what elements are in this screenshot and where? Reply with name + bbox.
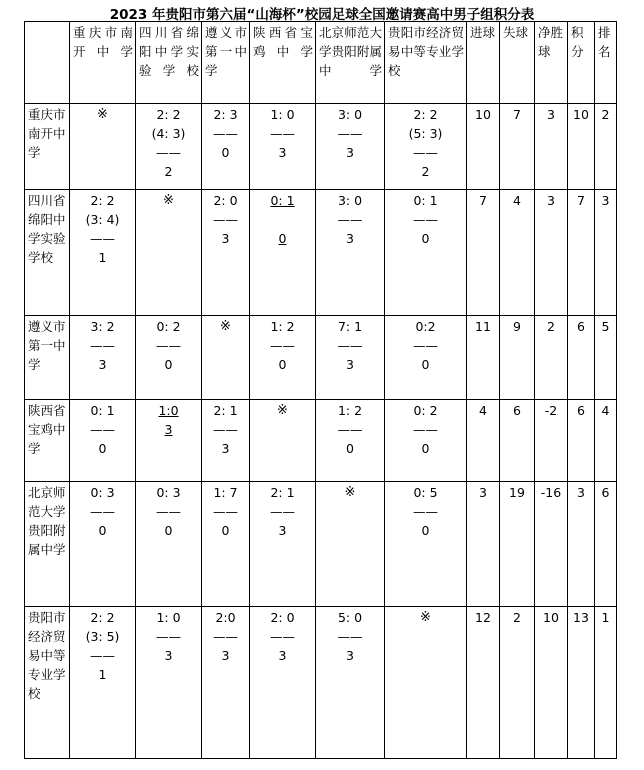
match-result-line: (4: 3) [151, 126, 186, 141]
table-row [25, 400, 617, 482]
match-result-line: 0:2 [415, 319, 436, 334]
match-result-cell [316, 482, 385, 607]
match-result-line: —— [413, 212, 438, 227]
match-result-cell [202, 316, 250, 400]
match-result-line: —— [213, 212, 238, 227]
match-result-line: 0 [164, 357, 173, 372]
match-result-line: —— [90, 648, 115, 663]
match-result-line: 0 [221, 145, 230, 160]
match-result-cell [250, 104, 316, 190]
match-result-cell [202, 607, 250, 759]
match-result-line: 3: 2 [90, 319, 115, 334]
match-result-line: —— [213, 422, 238, 437]
match-result-line: (3: 4) [85, 212, 120, 227]
match-result-line: 0 [98, 441, 107, 456]
match-result-cell [136, 316, 202, 400]
match-result-cell [316, 190, 385, 316]
match-result-cell [385, 316, 467, 400]
match-result-line: —— [270, 338, 295, 353]
row-team-name: 北京师范大学贵阳附属中学 [25, 482, 70, 607]
match-result-line: 3 [221, 231, 230, 246]
self-match-mark: ※ [220, 319, 231, 334]
goal-diff-cell: -16 [535, 482, 568, 607]
match-result-line: 3 [346, 357, 354, 372]
goal-diff-cell: -2 [535, 400, 568, 482]
match-result-line: 2 [164, 164, 173, 179]
match-result-line: 3 [278, 523, 287, 538]
table-row [25, 104, 617, 190]
match-result-line: 3 [346, 648, 354, 663]
goal-diff-cell: 3 [535, 104, 568, 190]
match-result-cell [385, 190, 467, 316]
match-result-line: 0: 2 [413, 403, 438, 418]
match-result-cell [136, 104, 202, 190]
match-result-line: 2: 0 [270, 610, 295, 625]
match-result-line: (5: 3) [408, 126, 443, 141]
match-result-line: 3 [278, 145, 287, 160]
table-row [25, 316, 617, 400]
match-result-line: —— [213, 504, 238, 519]
match-result-line: 2:0 [215, 610, 236, 625]
match-result-line: —— [337, 422, 363, 437]
match-result-line: 0: 1 [413, 193, 438, 208]
header-row [25, 22, 617, 104]
match-result-line: 3 [164, 648, 173, 663]
rank-cell: 4 [595, 400, 617, 482]
match-result-line: 3: 0 [337, 107, 363, 122]
match-result-line: 1: 2 [337, 403, 363, 418]
table-row [25, 482, 617, 607]
match-result-line: 2: 0 [213, 193, 238, 208]
match-result-line: 5: 0 [337, 610, 363, 625]
match-result-line: 0: 1 [90, 403, 115, 418]
standings-table [24, 21, 617, 759]
match-result-line: 2: 3 [213, 107, 238, 122]
match-result-line: —— [213, 126, 238, 141]
row-team-name: 陕西省宝鸡中学 [25, 400, 70, 482]
match-result-line [250, 210, 315, 229]
match-result-cell [316, 316, 385, 400]
match-result-line: 2 [421, 164, 430, 179]
self-match-mark: ※ [344, 485, 356, 500]
points-cell: 10 [568, 104, 595, 190]
match-result-cell [385, 607, 467, 759]
match-result-cell [136, 482, 202, 607]
page-title: 2023 年贵阳市第六届“山海杯”校园足球全国邀请赛高中男子组积分表 [109, 7, 535, 23]
match-result-line: 0: 2 [156, 319, 181, 334]
match-result-cell [202, 482, 250, 607]
self-match-mark: ※ [277, 403, 288, 418]
match-result-line: —— [413, 504, 438, 519]
match-result-line: —— [270, 629, 295, 644]
match-result-cell [385, 482, 467, 607]
self-match-mark: ※ [97, 107, 108, 122]
match-result-cell [70, 607, 136, 759]
match-result-line: 3 [221, 441, 230, 456]
match-result-line: 1 [98, 250, 107, 265]
match-result-line: 2: 2 [156, 107, 181, 122]
match-result-cell [316, 104, 385, 190]
match-result-line: 1: 0 [270, 107, 295, 122]
match-result-line: —— [156, 145, 181, 160]
match-result-line: —— [337, 126, 363, 141]
match-result-line: —— [213, 629, 238, 644]
match-result-line: 3 [346, 231, 354, 246]
match-result-line: —— [90, 338, 115, 353]
table-row [25, 190, 617, 316]
match-result-cell [136, 607, 202, 759]
goals-for-cell: 10 [467, 104, 500, 190]
match-result-cell [136, 400, 202, 482]
match-result-line: 0: 1 [270, 193, 295, 208]
column-header-points: 积分 [568, 22, 595, 104]
goal-diff-cell: 2 [535, 316, 568, 400]
match-result-line: —— [90, 231, 115, 246]
match-result-line: 2: 1 [270, 485, 295, 500]
column-header-team: 遵义市第一中学 [202, 22, 250, 104]
match-result-line: —— [413, 422, 438, 437]
match-result-cell [250, 607, 316, 759]
points-cell: 6 [568, 400, 595, 482]
match-result-line: 0 [421, 441, 430, 456]
goals-against-cell: 6 [500, 400, 535, 482]
match-result-line: —— [156, 338, 181, 353]
column-header-team: 北京师范大学贵阳附属中学 [316, 22, 385, 104]
match-result-cell [250, 316, 316, 400]
goals-against-cell: 7 [500, 104, 535, 190]
match-result-line: 0 [421, 523, 430, 538]
match-result-cell [250, 190, 316, 316]
row-team-name: 遵义市第一中学 [25, 316, 70, 400]
self-match-mark: ※ [163, 193, 174, 208]
match-result-line: —— [156, 629, 181, 644]
column-header-goals-against: 失球 [500, 22, 535, 104]
column-header-goals-for: 进球 [467, 22, 500, 104]
match-result-line: —— [337, 338, 363, 353]
rank-cell: 2 [595, 104, 617, 190]
goals-against-cell: 9 [500, 316, 535, 400]
points-cell: 6 [568, 316, 595, 400]
match-result-line: —— [90, 504, 115, 519]
column-header-team: 陕西省宝鸡中学 [250, 22, 316, 104]
goals-for-cell: 12 [467, 607, 500, 759]
match-result-cell [70, 316, 136, 400]
match-result-line: —— [90, 422, 115, 437]
match-result-cell [136, 190, 202, 316]
match-result-line: 0 [278, 231, 287, 246]
match-result-line: 0 [346, 441, 354, 456]
match-result-cell [385, 104, 467, 190]
self-match-mark: ※ [420, 610, 431, 625]
match-result-line: 0 [421, 231, 430, 246]
goal-diff-cell: 10 [535, 607, 568, 759]
match-result-cell [385, 400, 467, 482]
match-result-line: —— [413, 338, 438, 353]
match-result-line: 3 [98, 357, 107, 372]
match-result-line: 1: 0 [156, 610, 181, 625]
goals-for-cell: 4 [467, 400, 500, 482]
match-result-line: 2: 2 [90, 610, 115, 625]
match-result-cell [70, 104, 136, 190]
match-result-line: 3: 0 [337, 193, 363, 208]
match-result-line: 2: 1 [213, 403, 238, 418]
goals-for-cell: 11 [467, 316, 500, 400]
row-team-name: 贵阳市经济贸易中等专业学校 [25, 607, 70, 759]
goal-diff-cell: 3 [535, 190, 568, 316]
goals-for-cell: 7 [467, 190, 500, 316]
match-result-cell [70, 400, 136, 482]
points-cell: 7 [568, 190, 595, 316]
match-result-line: 1:0 [158, 403, 179, 418]
match-result-line: —— [270, 126, 295, 141]
match-result-line: —— [413, 145, 438, 160]
row-team-name: 重庆市南开中学 [25, 104, 70, 190]
match-result-cell [316, 400, 385, 482]
match-result-line: —— [337, 629, 363, 644]
points-cell: 3 [568, 482, 595, 607]
column-header-team: 四川省绵阳中学实验学校 [136, 22, 202, 104]
rank-cell: 5 [595, 316, 617, 400]
match-result-line: 0: 3 [156, 485, 181, 500]
corner-cell [25, 22, 70, 104]
match-result-line: 2: 2 [413, 107, 438, 122]
match-result-line: 3 [278, 648, 287, 663]
column-header-rank: 排名 [595, 22, 617, 104]
table-row [25, 607, 617, 759]
column-header-team: 重庆市南开中学 [70, 22, 136, 104]
match-result-line: 0 [221, 523, 230, 538]
match-result-cell [70, 482, 136, 607]
match-result-line: 0: 5 [413, 485, 438, 500]
rank-cell: 6 [595, 482, 617, 607]
match-result-line: 0 [421, 357, 430, 372]
match-result-cell [250, 482, 316, 607]
match-result-line: 0 [98, 523, 107, 538]
match-result-line: 3 [221, 648, 230, 663]
match-result-line: —— [156, 504, 181, 519]
goals-against-cell: 19 [500, 482, 535, 607]
goals-for-cell: 3 [467, 482, 500, 607]
goals-against-cell: 2 [500, 607, 535, 759]
points-cell: 13 [568, 607, 595, 759]
row-team-name: 四川省绵阳中学实验学校 [25, 190, 70, 316]
match-result-cell [202, 190, 250, 316]
match-result-cell [202, 400, 250, 482]
rank-cell: 3 [595, 190, 617, 316]
match-result-cell [250, 400, 316, 482]
match-result-line: 1: 2 [270, 319, 295, 334]
goals-against-cell: 4 [500, 190, 535, 316]
match-result-line: —— [337, 212, 363, 227]
match-result-cell [202, 104, 250, 190]
match-result-line: 2: 2 [90, 193, 115, 208]
match-result-cell [316, 607, 385, 759]
match-result-line: 0: 3 [90, 485, 115, 500]
match-result-line: 3 [346, 145, 354, 160]
match-result-line: 3 [164, 422, 173, 437]
rank-cell: 1 [595, 607, 617, 759]
match-result-line: 7: 1 [337, 319, 363, 334]
column-header-goal-diff: 净胜球 [535, 22, 568, 104]
match-result-line: 1 [98, 667, 107, 682]
match-result-line: —— [270, 504, 295, 519]
match-result-line: (3: 5) [85, 629, 120, 644]
match-result-line: 0 [164, 523, 173, 538]
column-header-team: 贵阳市经济贸易中等专业学校 [385, 22, 467, 104]
match-result-line: 0 [278, 357, 287, 372]
match-result-line: 1: 7 [213, 485, 238, 500]
match-result-cell [70, 190, 136, 316]
